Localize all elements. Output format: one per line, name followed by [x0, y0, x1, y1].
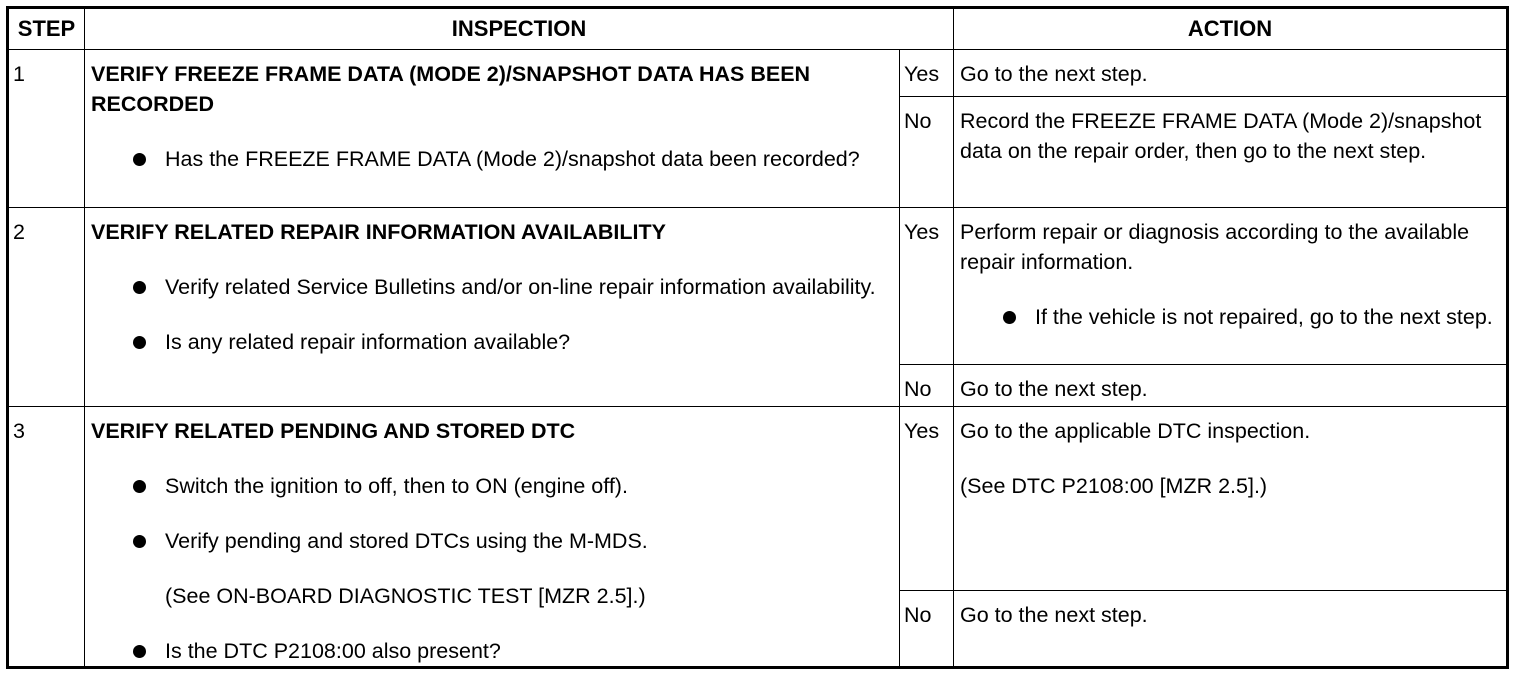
step-2-yes-label: Yes: [900, 208, 954, 365]
step-2-yes-action: Perform repair or diagnosis according to the available repair information. If the vehicle is not repaired, go to the next step.: [954, 208, 1508, 365]
bullet-dot-icon: [133, 281, 146, 294]
step-3-title: VERIFY RELATED PENDING AND STORED DTC: [91, 419, 576, 443]
step-2-inspection: [85, 208, 900, 407]
step-3-yes-note: (See DTC P2108:00 [MZR 2.5].): [960, 474, 1268, 498]
step-2-yes-row: [8, 208, 1508, 365]
step-2-yes-bullet: If the vehicle is not repaired, go to the next step.: [960, 302, 1500, 332]
step-3-yes-row: [8, 407, 1508, 591]
bullet-dot-icon: [133, 336, 146, 349]
step-2-number: 2: [8, 208, 85, 407]
step-1-no-label: No: [900, 97, 954, 208]
step-1-inspection: [85, 50, 900, 208]
step-2-bullet-1: Verify related Service Bulletins and/or on-line repair information availability.: [91, 272, 893, 302]
step-1-no-action: Record the FREEZE FRAME DATA (Mode 2)/snapshot data on the repair order, then go to the next step.: [954, 97, 1508, 208]
action-header: ACTION: [954, 8, 1508, 50]
diagnostic-procedure-table: [6, 6, 1509, 669]
step-2-bullet-2: Is any related repair information available?: [91, 327, 893, 357]
step-1-title: VERIFY FREEZE FRAME DATA (MODE 2)/SNAPSHOT DATA HAS BEEN RECORDED: [91, 62, 811, 116]
step-1-bullet-1: Has the FREEZE FRAME DATA (Mode 2)/snapshot data been recorded?: [91, 144, 893, 174]
step-1-yes-label: Yes: [900, 50, 954, 97]
step-3-see-note: (See ON-BOARD DIAGNOSTIC TEST [MZR 2.5].): [165, 584, 646, 608]
bullet-dot-icon: [133, 153, 146, 166]
bullet-dot-icon: [133, 480, 146, 493]
bullet-dot-icon: [133, 645, 146, 658]
bullet-dot-icon: [1003, 311, 1016, 324]
step-header: STEP: [8, 8, 85, 50]
step-3-inspection: [85, 407, 900, 668]
step-3-yes-action: Go to the applicable DTC inspection. (See DTC P2108:00 [MZR 2.5].): [954, 407, 1508, 591]
step-1-number: 1: [8, 50, 85, 208]
step-3-bullet-3: Is the DTC P2108:00 also present?: [91, 636, 893, 666]
step-3-bullet-2: Verify pending and stored DTCs using the M-MDS.: [91, 526, 893, 556]
step-1-yes-action: Go to the next step.: [954, 50, 1508, 97]
step-2-title: VERIFY RELATED REPAIR INFORMATION AVAILABILITY: [91, 220, 666, 244]
inspection-header: INSPECTION: [85, 8, 954, 50]
step-1-yes-row: [8, 50, 1508, 97]
step-2-no-action: Go to the next step.: [954, 365, 1508, 407]
step-3-no-action: Go to the next step.: [954, 591, 1508, 668]
bullet-dot-icon: [133, 535, 146, 548]
step-2-no-label: No: [900, 365, 954, 407]
step-3-bullet-1: Switch the ignition to off, then to ON (engine off).: [91, 471, 893, 501]
header-row: [8, 8, 1508, 50]
step-3-yes-label: Yes: [900, 407, 954, 591]
step-3-no-label: No: [900, 591, 954, 668]
step-3-number: 3: [8, 407, 85, 668]
